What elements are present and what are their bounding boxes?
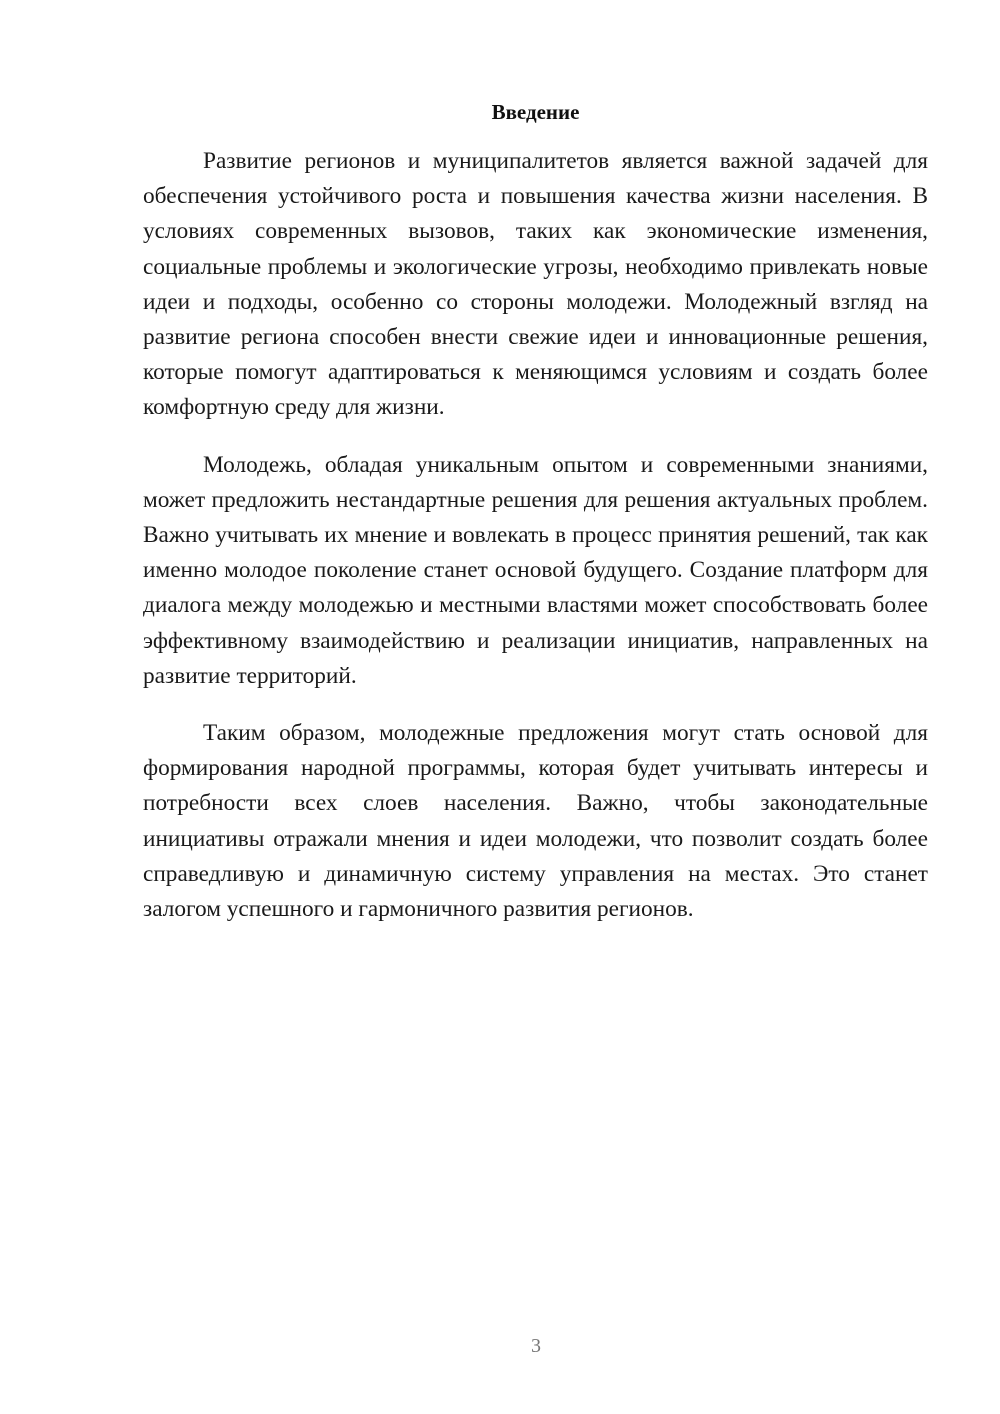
page-title: Введение bbox=[491, 100, 580, 124]
paragraph-1: Развитие регионов и муниципалитетов является важной задачей для обеспечения устойчивого роста и повышения качества жизни населения. В условиях современных вызовов, таких как экономические изменения, социальные проблемы и экологические угрозы, необходимо привлекать новые идеи и подходы, особенно со стороны молодежи. Молодежный взгляд на развитие региона способен внести свежие идеи и инновационные решения, которые помогут адаптироваться к меняющимся условиям и создать более комфортную среду для жизни. bbox=[143, 148, 928, 421]
document-body bbox=[143, 144, 928, 949]
paragraph-3: Таким образом, молодежные предложения могут стать основой для формирования народной программы, которая будет учитывать интересы и потребности всех слоев населения. Важно, чтобы законодательные инициативы отражали мнения и идеи молодежи, что позволит создать более справедливую и динамичную систему управления на местах. Это станет залогом успешного и гармоничного развития регионов. bbox=[143, 720, 928, 923]
paragraph-2: Молодежь, обладая уникальным опытом и современными знаниями, может предложить нестандартные решения для решения актуальных проблем. Важно учитывать их мнение и вовлекать в процесс принятия решений, так как именно молодое поколение станет основой будущего. Создание платформ для диалога между молодежью и местными властями может способствовать более эффективному взаимодействию и реализации инициатив, направленных на развитие территорий. bbox=[143, 451, 928, 689]
page-number: 3 bbox=[531, 1335, 541, 1357]
